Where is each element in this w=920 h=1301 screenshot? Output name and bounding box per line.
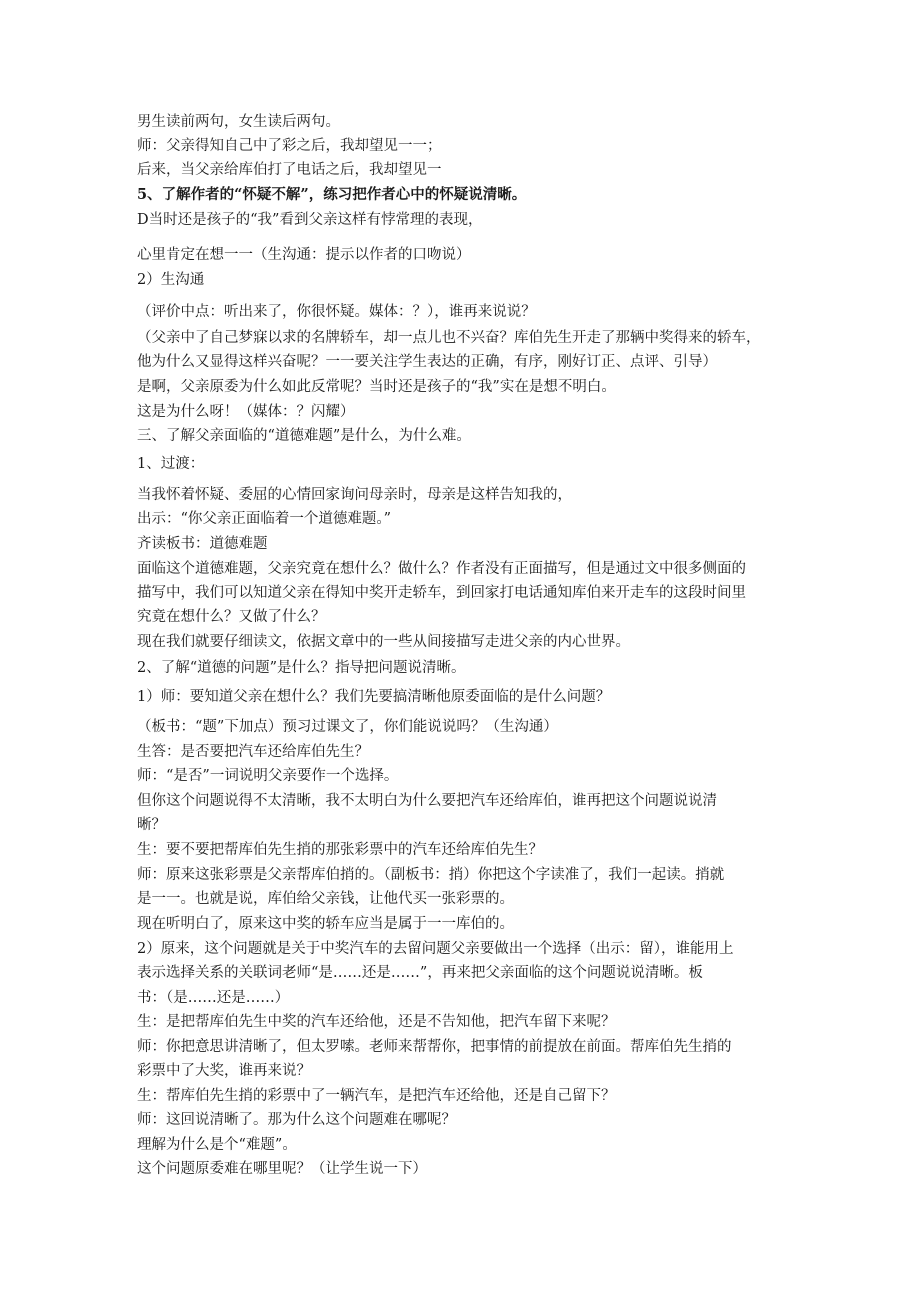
text-line: 这个问题原委难在哪里呢？（让学生说一下） xyxy=(137,1161,427,1177)
section-heading: 5、了解作者的“怀疑不解”，练习把作者心中的怀疑说清晰。 xyxy=(137,186,527,203)
text-line: 后来，当父亲给库伯打了电话之后，我却望见一 xyxy=(137,162,442,178)
text-line: 2）原来，这个问题就是关于中奖汽车的去留问题父亲要做出一个选择（出示：留），谁能用上 xyxy=(137,941,734,957)
subsection-heading: 2、了解“道德的问题”是什么？指导把问题说清晰。 xyxy=(137,660,466,676)
text-line: 2）生沟通 xyxy=(137,272,205,288)
text-line: 生：是把帮库伯先生中奖的汽车还给他，还是不告知他，把汽车留下来呢？ xyxy=(137,1014,616,1030)
text-line: 是一一。也就是说，库伯给父亲钱，让他代买一张彩票的。 xyxy=(137,891,514,907)
text-line: 究竟在想什么？又做了什么？ xyxy=(137,609,326,625)
text-line: 出示：“你父亲正面临着一个道德难题。” xyxy=(137,511,392,527)
text-line: 生：帮库伯先生捎的彩票中了一辆汽车，是把汽车还给他，还是自己留下？ xyxy=(137,1088,616,1104)
text-line: 描写中，我们可以知道父亲在得知中奖开走轿车，到回家打电话通知库伯来开走车的这段时间里 xyxy=(137,585,746,601)
text-line: 面临这个道德难题，父亲究竟在想什么？做什么？作者没有正面描写，但是通过文中很多侧面的 xyxy=(137,561,746,577)
text-line: 齐读板书：道德难题 xyxy=(137,536,268,552)
text-line: 师：这回说清晰了。那为什么这个问题难在哪呢？ xyxy=(137,1112,456,1128)
text-line: 当我怀着怀疑、委屈的心情回家询问母亲时，母亲是这样告知我的， xyxy=(137,487,572,503)
text-line: （板书：“题”下加点）预习过课文了，你们能说说吗？（生沟通） xyxy=(137,719,558,735)
text-line: 彩票中了大奖，谁再来说？ xyxy=(137,1063,311,1079)
text-line: 师：你把意思讲清晰了，但太罗嗦。老师来帮帮你，把事情的前提放在前面。帮库伯先生捎的 xyxy=(137,1039,732,1055)
text-line: 理解为什么是个“难题”。 xyxy=(137,1137,297,1153)
text-line: 书：（是……还是……） xyxy=(137,990,290,1006)
text-line: 师：原来这张彩票是父亲帮库伯捎的。（副板书：捎）你把这个字读准了，我们一起读。捎就 xyxy=(137,867,725,883)
text-line: 是啊，父亲原委为什么如此反常呢？当时还是孩子的“我”实在是想不明白。 xyxy=(137,379,616,395)
text-line: 生答：是否要把汽车还给库伯先生？ xyxy=(137,744,369,760)
text-line: 这是为什么呀！（媒体：？闪耀） xyxy=(137,404,355,420)
text-line: 男生读前两句，女生读后两句。 xyxy=(137,114,340,130)
text-line: 1）师：要知道父亲在想什么？我们先要搞清晰他原委面临的是什么问题？ xyxy=(137,689,611,705)
text-line: 现在我们就要仔细读文，依据文章中的一些从间接描写走进父亲的内心世界。 xyxy=(137,634,630,650)
text-line: 心里肯定在想一一（生沟通：提示以作者的口吻说） xyxy=(137,247,471,263)
text-line: D当时还是孩子的“我”看到父亲这样有悖常理的表现， xyxy=(137,212,483,228)
text-line: 表示选择关系的关联词老师“是……还是……”，再来把父亲面临的这个问题说说清晰。板 xyxy=(137,965,703,981)
subsection-heading: 1、过渡： xyxy=(137,456,205,472)
text-line: 他为什么又显得这样兴奋呢？一一要关注学生表达的正确，有序，刚好订正、点评、引导） xyxy=(137,354,717,370)
text-line: 师：“是否”一词说明父亲要作一个选择。 xyxy=(137,768,399,784)
text-line: 但你这个问题说得不太清晰，我不太明白为什么要把汽车还给库伯，谁再把这个问题说说清 xyxy=(137,793,717,809)
text-line: （评价中点：听出来了，你很怀疑。媒体：？），谁再来说说？ xyxy=(137,304,536,320)
text-line: 现在听明白了，原来这中奖的轿车应当是属于一一库伯的。 xyxy=(137,916,514,932)
text-line: 晰？ xyxy=(137,817,166,833)
text-line: 生：要不要把帮库伯先生捎的那张彩票中的汽车还给库伯先生？ xyxy=(137,842,543,858)
text-line: （父亲中了自己梦寐以求的名牌轿车，却一点儿也不兴奋？库伯先生开走了那辆中奖得来的轿车， xyxy=(137,330,761,346)
section-heading: 三、了解父亲面临的“道德难题”是什么，为什么难。 xyxy=(137,428,471,444)
text-line: 师：父亲得知自己中了彩之后，我却望见一一； xyxy=(137,138,442,154)
